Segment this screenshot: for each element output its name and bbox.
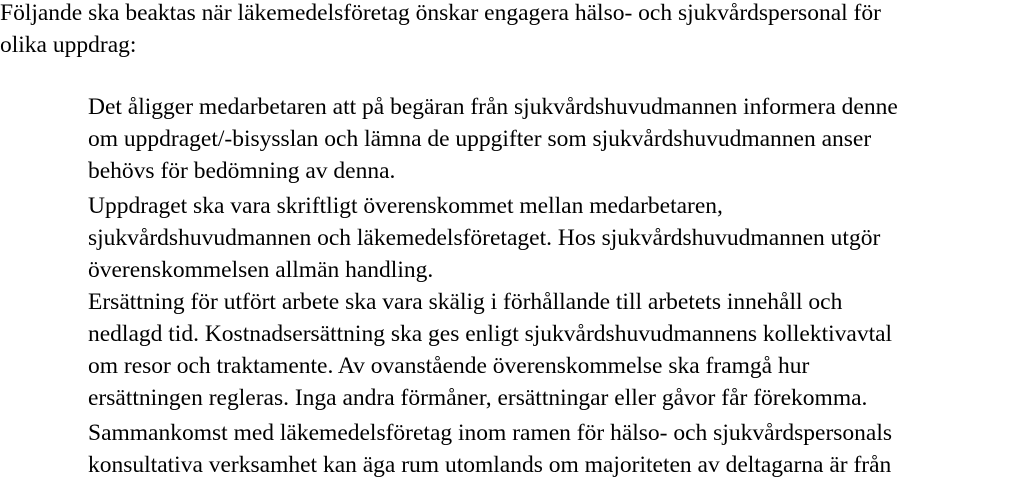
intro-line: olika uppdrag:: [0, 32, 137, 58]
paragraph-line: Ersättning för utfört arbete ska vara skälig i förhållande till arbetets innehåll och: [88, 289, 843, 315]
paragraph-line: om resor och traktamente. Av ovanstående överenskommelse ska framgå hur: [88, 353, 810, 379]
paragraph-line: om uppdraget/-bisysslan och lämna de uppgifter som sjukvårdshuvudmannen anser: [88, 126, 872, 152]
paragraph-line: Sammankomst med läkemedelsföretag inom ramen för hälso- och sjukvårdspersonals: [88, 420, 893, 446]
intro-line: Följande ska beaktas när läkemedelsföretag önskar engagera hälso- och sjukvårdspersonal för: [0, 0, 881, 26]
paragraph-line: överenskommelsen allmän handling.: [88, 257, 434, 283]
paragraph-line: Uppdraget ska vara skriftligt överenskommet mellan medarbetaren,: [88, 193, 723, 219]
paragraph-line: sjukvårdshuvudmannen och läkemedelsföretaget. Hos sjukvårdshuvudmannen utgör: [88, 225, 881, 251]
paragraph-line: ersättningen regleras. Inga andra förmåner, ersättningar eller gåvor får förekomma.: [88, 385, 868, 411]
paragraph-line: Det åligger medarbetaren att på begäran från sjukvårdshuvudmannen informera denne: [88, 94, 898, 120]
paragraph-line: konsultativa verksamhet kan äga rum utomlands om majoriteten av deltagarna är från: [88, 452, 892, 478]
paragraph-line: behövs för bedömning av denna.: [88, 158, 396, 184]
paragraph-line: nedlagd tid. Kostnadsersättning ska ges enligt sjukvårdshuvudmannens kollektivavtal: [88, 321, 893, 347]
